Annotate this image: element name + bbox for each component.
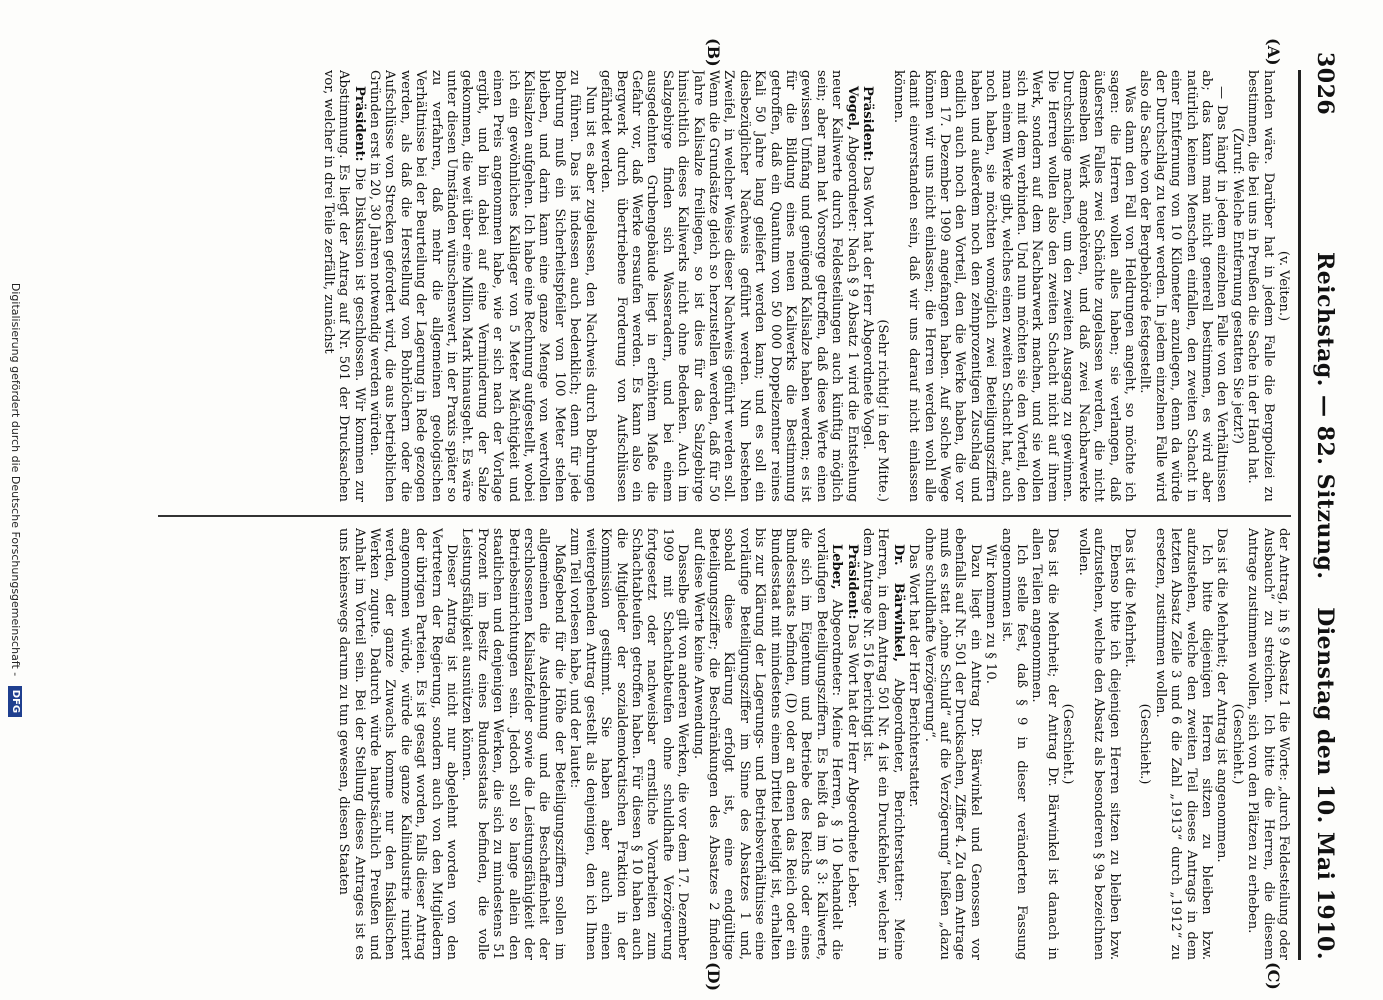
speaker-name: Leber, [829, 544, 845, 590]
page-number: 3026 [1312, 52, 1338, 116]
paragraph [860, 70, 875, 502]
paragraph [459, 528, 567, 960]
paragraph [1029, 528, 1060, 960]
paragraph-text: Das ist die Mehrheit; der Antrag Dr. Bärwinkel ist danach in allen Teilen angenommen. [1029, 528, 1060, 960]
digitization-footer [4, 0, 26, 1000]
paragraph [336, 528, 459, 960]
paragraph-text: Ich bitte diejenigen Herren sitzen zu bleiben bzw. aufzustehen, welche den zweiten Teil dieses Antrags in dem letzten Absatz Zeile 3 und 6 die Zahl „1913“ durch „1912“ zu ersetzen, zustimmen wollen. [1152, 528, 1214, 960]
paragraph-text: Das ist die Mehrheit; der Antrag ist angenommen. [1214, 528, 1230, 863]
paragraph-text: (Geschieht.) [1229, 703, 1245, 785]
paragraph [1245, 70, 1276, 502]
paragraph-text: Ebenso bitte ich diejenigen Herren sitzen zu bleiben bzw. aufzustehen, welche den Absatz als besonderen § 9a bezeichnen wollen. [1075, 528, 1122, 960]
paragraph-text: Das Wort hat der Herr Abgeordnete Leber. [844, 619, 860, 909]
paragraph-text: Ich stelle fest, daß § 9 in dieser veränderten Fassung angenommen ist. [998, 528, 1030, 960]
paragraph [320, 70, 366, 502]
speaker-name: Vogel, [844, 86, 860, 131]
paragraph-text: Maßgebend für die Höhe der Beteiligungsziffern sollen im allgemeinen die Ausdehnung und die Beschaffenheit der erschlossenen Kalisalzfelder sowie die Leistungsfähigkeit der Betriebseinrichtungen sein. Jedoch soll so lange allein den staatlichen und denjenigen Werken, die sich zu mindestens 51 Prozent im Besitz eines Bundesstaats befinden, die volle Leistungsfähigkeit ausnützen können. [459, 528, 567, 960]
paragraph [1276, 70, 1291, 502]
paragraph-text: Abgeordneter: Nach § 9 Absatz 1 wird die Entstehung neuer Kaliwerte durch Feldesteilungen auch künftig möglich sein; aber man hat Vorsorge getroffen, daß diese Werte einen gewissen Umfang und genügend Kalisalze haben werden; es ist für die Bildung eines neuen Kaliwerks die Bestimmung getroffen, daß ein Quantum von 50 000 Doppelzentner reines Kali 50 Jahre lang geliefert werden kann; und es soll ein diesbezüglicher Nachweis geführt werden. Nun bestehen Zweifel, in welcher Weise dieser Nachweis geführt werden soll. Wenn die Grundsätze gleich so herzustellen werden, daß für 50 Jahre Kalisalze freiliegen, so ist dies für das Salzgebirge hinsichtlich dieses Kaliwerks nicht ohne Bedenken. Auch im Salzgebirge finden sich Wasseradern, und bei einem ausgedehnten Grubengebäude liegt in erhöhtem Maße die Gefahr vor, daß Werke ersaufen werden. Es kann also ein Bergwerk durch übertriebene Forderung von Aufschlüssen gefährdet werden. [598, 70, 860, 502]
margin-marker-c: (C) [1264, 962, 1283, 990]
paragraph-text: (Geschieht.) [1060, 703, 1076, 785]
paragraph [1122, 528, 1137, 960]
paragraph [567, 528, 690, 960]
margin-marker-d: (D) [704, 962, 723, 992]
margin-marker-a: (A) [1264, 38, 1283, 66]
paragraph [1229, 528, 1244, 960]
paragraph-text: Was dann den Fall von Heldrungen angeht, so möchte ich sagen: die Herren wollen alles haben; sie verlangen, daß äußersten Falles zwei Schächte zugelassen werden, die nicht demselben Werk angehören, und daß zwei Nachbarwerke Durchschläge machen, um den zweiten Ausgang zu gewinnen. Die Herren wollen also den zweiten Schacht nicht auf ihrem Werk, sondern auf dem Nachbarwerk machen, und sie wollen sich mit dem verbinden. Und nun möchten sie den Vorteil, den man einem Werke gibt, welches einen zweiten Schacht hat, auch noch haben, sie möchten womöglich zwei Beteiligungsziffern haben und außerdem noch den zehnprozentigen Zuschlag und endlich auch noch den Vorteil, den die Werke haben, die vor dem 17. Dezember 1909 angefangen haben. Auf solche Wege können wir uns nicht einlassen; die Herren werden wohl alle damit einverstanden sein, daß wir uns darauf nicht einlassen können. [890, 70, 1137, 502]
paragraph-text: Dazu liegt ein Antrag Dr. Bärwinkel und Genossen vor ebenfalls auf Nr. 501 der Drucksachen, Ziffer 4. Zu dem Antrage muß es statt „ohne Schuld“ auf die Verzögerung“ heißen „dazu ohne schuldhafte Verzögerung“. [921, 528, 983, 960]
paragraph-text: Das Wort hat der Herr Berichterstatter. [906, 544, 922, 808]
column-divider [158, 515, 1291, 517]
paragraph [998, 528, 1029, 960]
paragraph-text: (v. Veiten.) [1276, 250, 1291, 322]
paragraph [1137, 528, 1152, 960]
paragraph [1075, 528, 1121, 960]
speaker-name: Präsident: [860, 86, 876, 162]
paragraph-text: handen wäre. Darüber hat in jedem Falle die Bergpolizei zu bestimmen, die bei uns in Preußen die Sache in der Hand hat. [1245, 70, 1276, 502]
header-rule [1298, 70, 1301, 960]
footer-text: Digitalisierung gefördert durch die Deutsche Forschungsgemeinschaft - [9, 282, 22, 677]
paragraph [890, 70, 1137, 502]
paragraph [367, 70, 598, 502]
dfg-logo: DFG [8, 686, 22, 717]
paragraph-text: Die Diskussion ist geschlossen. Wir kommen zur Abstimmung. Es liegt der Antrag auf Nr. 501 der Drucksachen vor, welcher in drei Teile zerfällt, zunächst [320, 70, 367, 502]
paragraph [1229, 70, 1244, 502]
paragraph-text: (Zuruf: Welche Entfernung gestatten Sie jetzt?) [1229, 128, 1245, 444]
session-date: Dienstag den 10. Mai 1910. [1312, 607, 1338, 960]
paragraph-text: Abgeordneter, Berichterstatter: Meine Herren, in dem Antrag 501 Nr. 4 ist ein Druckfehler, welcher in dem Antrage Nr. 516 berichtigt ist. [860, 528, 906, 960]
paragraph [1137, 70, 1229, 502]
paragraph-text: — Das hängt in jedem einzelnen Falle von den Verhältnissen ab; das kann man nicht generell bestimmen, es wird aber natürlich keinem Menschen einfallen, den zweiten Schacht in einer Entfernung von 10 Kilometer anzulegen, denn da würde der Durchschlag zu teuer werden. In jedem einzelnen Falle wird also die Sache von der Bergbehörde festgestellt. [1137, 70, 1230, 502]
paragraph [1214, 528, 1229, 960]
paragraph [1060, 528, 1075, 960]
speaker-name: Präsident: [351, 86, 367, 162]
paragraph [598, 70, 860, 502]
paragraph [921, 528, 983, 960]
paragraph [690, 528, 844, 960]
paragraph-text: Abgeordneter: Meine Herren, § 10 behandelt die vorläufigen Beteiligungsziffern. Es heißt da im § 3: Kaliwerte, die sich im Eigentum und Betriebe des Reichs oder eines Bundesstaats befinden, (D) oder an denen das Reich oder ein Bundesstaat mit mindestens einem Drittel beteiligt ist, erhalten bis zur Klärung der Lagerungs- und Betriebsverhältnisse eine vorläufige Beteiligungsziffer im Sinne des Absatzes 1 und, sobald diese Klärung erfolgt ist, eine endgültige Beteiligungsziffer; die Beschränkungen des Absatzes 2 finden auf diese Werte keine Anwendung. [690, 528, 845, 960]
paragraph-text: Das ist die Mehrheit. [1121, 528, 1137, 668]
page-header [1305, 52, 1345, 960]
paragraph [875, 70, 890, 502]
right-text-column [158, 528, 1291, 960]
left-text-column [158, 70, 1291, 502]
paragraph-text: Wir kommen zu § 10. [983, 544, 999, 684]
paragraph-text: der Antrag, in § 9 Absatz 1 die Worte: „durch Feldesteilung oder Ausbauch“ zu streichen. Ich bitte die Herren, die diesem Antrage zustimmen wollen, sich von den Plätzen zu erheben. [1245, 528, 1291, 960]
margin-marker-b: (B) [704, 38, 723, 67]
session-title: Reichstag. — 82. Sitzung. [1312, 252, 1338, 580]
paragraph-text: (Geschieht.) [1137, 703, 1153, 785]
speaker-name: Dr. Bärwinkel, [890, 544, 906, 662]
paragraph [1245, 528, 1291, 960]
speaker-name: Präsident: [844, 544, 860, 620]
paragraph-text: Dasselbe gilt von anderen Werken, die vor dem 17. Dezember 1909 mit Schachtabteufen ohne schuldhafte Verzögerung fortgesetzt oder nachweisbar ernstliche Vorarbeiten zum Schachtabteufen getroffen haben. Für diesen § 10 haben auch die Mitglieder der sozialdemokratischen Fraktion in der Kommission gestimmt. Sie haben aber auch einen weitergehenden Antrag gestellt als denjenigen, den ich Ihnen zum Teil vorlesen habe, und der lautet: [567, 528, 691, 960]
paragraph [983, 528, 998, 960]
paragraph [860, 528, 906, 960]
paragraph [906, 528, 921, 960]
paragraph-text: Dieser Antrag ist nicht nur abgelehnt worden von den Vertretern der Regierung, sondern auch von den Mitgliedern der übrigen Parteien. Es ist gesagt worden, falls dieser Antrag angenommen würde, würde die ganze Kaliindustrie ruiniert werden, der ganze Zuwachs komme nur den fiskalischen Werken zugute. Dadurch würde hauptsächlich Preußen und Anhalt im Vorteil sein. Bei der Stellung dieses Antrages ist es uns keineswegs darum zu tun gewesen, diesen Staaten [336, 528, 460, 960]
paragraph-text: (Sehr richtig! in der Mitte.) [875, 319, 891, 502]
paragraph-text: Das Wort hat der Herr Abgeordnete Vogel. [860, 161, 876, 450]
paragraph-text: Nun ist es aber zugelassen, den Nachweis durch Bohrungen zu führen. Das ist indessen auch bedenklich; denn für jede Bohrung muß ein Sicherheitspfeiler von 100 Meter stehen bleiben, und darin kann eine ganze Menge von wertvollen Kalisalzen aufgehen. Ich habe eine Rechnung aufgestellt, wobei ich ein gewöhnliches Kalilager von 5 Meter Mächtigkeit und einen Preis angenommen habe, wie er sich nach der Vorlage ergibt, und bin dabei auf eine Verminderung der Salze gekommen, die weit über eine Million Mark hinausgeht. Es wäre unter diesen Umständen wünschenswert, in der Praxis später so zu verfahren, daß mehr die allgemeinen geologischen Verhältnisse bei der Beurteilung der Lagerung in Rede gezogen werden, als daß die Herstellung von Bohrlöchern oder die Aufschlüsse von Strecken gefordert wird, die aus betrieblichen Gründen erst in 20, 30 Jahren notwendig werden würden. [367, 70, 598, 502]
paragraph [1152, 528, 1214, 960]
paragraph [844, 528, 859, 960]
